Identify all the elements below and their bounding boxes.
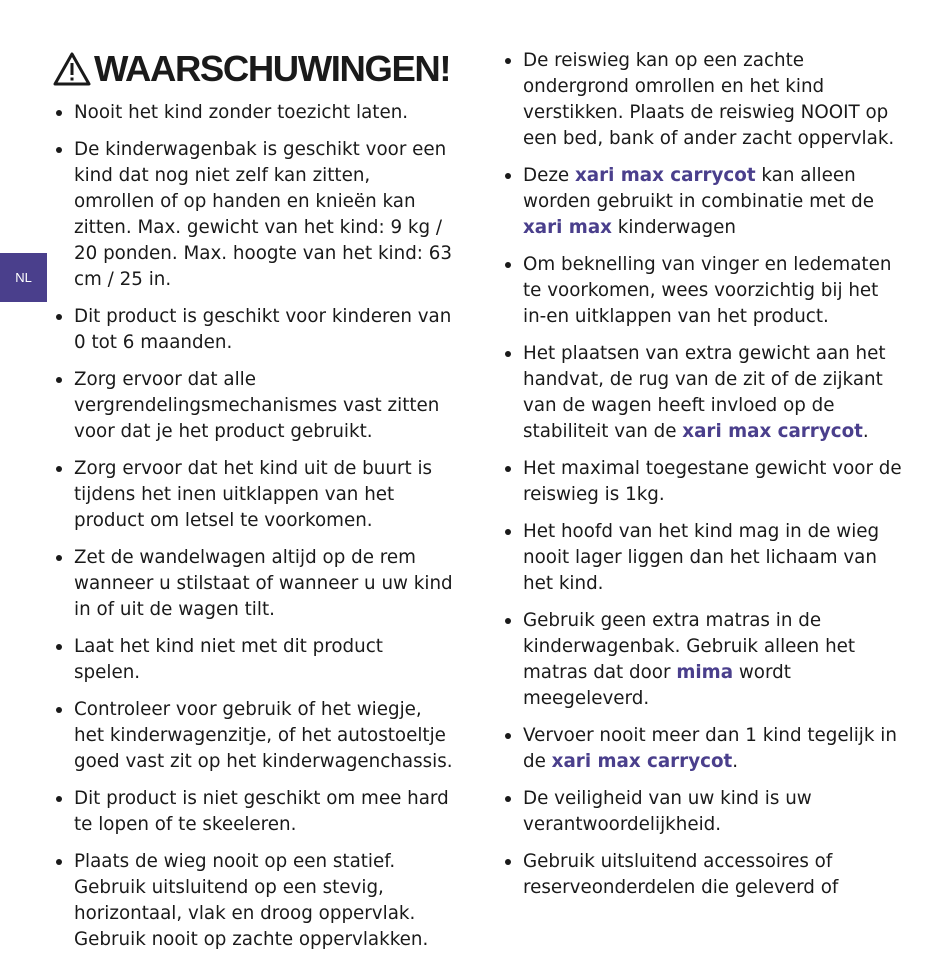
page-title: WAARSCHUWINGEN! (94, 48, 451, 89)
warning-text: Het maximal toegestane gewicht voor de reiswieg is 1kg. (523, 458, 902, 505)
warning-item (53, 786, 453, 838)
warning-item (53, 545, 453, 623)
warning-triangle-icon (53, 52, 91, 86)
warning-text: Laat het kind niet met dit product spelen. (74, 636, 383, 683)
warnings-list-left (53, 100, 453, 964)
warning-item (502, 252, 902, 330)
warning-item (53, 137, 453, 293)
warning-item (502, 723, 902, 775)
warning-text: . (862, 421, 869, 442)
warning-item (502, 849, 902, 901)
warning-item (502, 341, 902, 445)
warning-text: Het plaatsen van extra gewicht aan het handvat, de rug van de zit of de zijkant van de wagen heeft invloed op de stabiliteit van de (523, 343, 886, 442)
warning-item (53, 849, 453, 953)
brand-name: mima (676, 662, 734, 683)
warning-item (53, 697, 453, 775)
brand-name: xari max carrycot (551, 751, 733, 772)
warning-item (502, 48, 902, 152)
warning-text: Plaats de wieg nooit op een statief. Gebruik uitsluitend op een stevig, horizontaal, vlak en droog oppervlak. Gebruik nooit op zachte oppervlakken. (74, 851, 429, 950)
warning-text: Zet de wandelwagen altijd op de rem wanneer u stilstaat of wanneer u uw kind in of uit de wagen tilt. (74, 547, 453, 620)
warning-item (53, 367, 453, 445)
warning-text: Het hoofd van het kind mag in de wieg nooit lager liggen dan het lichaam van het kind. (523, 521, 880, 594)
warning-item (53, 634, 453, 686)
warning-item (502, 608, 902, 712)
warnings-list-right (502, 48, 902, 912)
warning-item (502, 519, 902, 597)
language-tab-nl: NL (0, 253, 47, 302)
warning-text: wordt meegeleverd. (523, 662, 791, 709)
warning-item (53, 100, 453, 126)
warnings-heading (53, 47, 450, 91)
warning-text: Controleer voor gebruik of het wiegje, het kinderwagenzitje, of het autostoeltje goed vast zit op het kinderwagenchassis. (74, 699, 453, 772)
warning-text: Vervoer nooit meer dan 1 kind tegelijk in de (523, 725, 897, 772)
warning-text: Gebruik uitsluitend accessoires of reserveonderdelen die geleverd of (523, 851, 839, 898)
warning-text: De kinderwagenbak is geschikt voor een kind dat nog niet zelf kan zitten, omrollen of op handen en knieën kan zitten. Max. gewicht van het kind: 9 kg / 20 ponden. Max. hoogte van het kind: 63 cm / 25 in. (74, 139, 453, 290)
brand-name: xari max carrycot (574, 165, 756, 186)
warning-text: De veiligheid van uw kind is uw verantwoordelijkheid. (523, 788, 812, 835)
warning-text: Gebruik geen extra matras in de kinderwagenbak. Gebruik alleen het matras dat door (523, 610, 856, 683)
warning-text: Nooit het kind zonder toezicht laten. (74, 102, 409, 123)
warning-text: Deze (523, 165, 575, 186)
brand-name: xari max (523, 217, 612, 238)
warning-item (53, 304, 453, 356)
warning-item (502, 456, 902, 508)
warning-text: Om beknelling van vinger en ledematen te voorkomen, wees voorzichtig bij het in-en uitklappen van het product. (523, 254, 892, 327)
warning-text: kinderwagen (611, 217, 736, 238)
warning-item (502, 786, 902, 838)
warning-text: De reiswieg kan op een zachte ondergrond omrollen en het kind verstikken. Plaats de reiswieg NOOIT op een bed, bank of ander zacht oppervlak. (523, 50, 895, 149)
warning-item (53, 456, 453, 534)
warning-text: kan alleen worden gebruikt in combinatie met de (523, 165, 874, 212)
warning-text: Dit product is niet geschikt om mee hard te lopen of te skeeleren. (74, 788, 449, 835)
warning-item (502, 163, 902, 241)
warning-text: Dit product is geschikt voor kinderen van 0 tot 6 maanden. (74, 306, 452, 353)
warning-text: Zorg ervoor dat het kind uit de buurt is tijdens het inen uitklappen van het product om letsel te voorkomen. (74, 458, 433, 531)
brand-name: xari max carrycot (682, 421, 863, 442)
warning-text: . (732, 751, 739, 772)
warning-text: Zorg ervoor dat alle vergrendelingsmechanismes vast zitten voor dat je het product gebruikt. (74, 369, 440, 442)
